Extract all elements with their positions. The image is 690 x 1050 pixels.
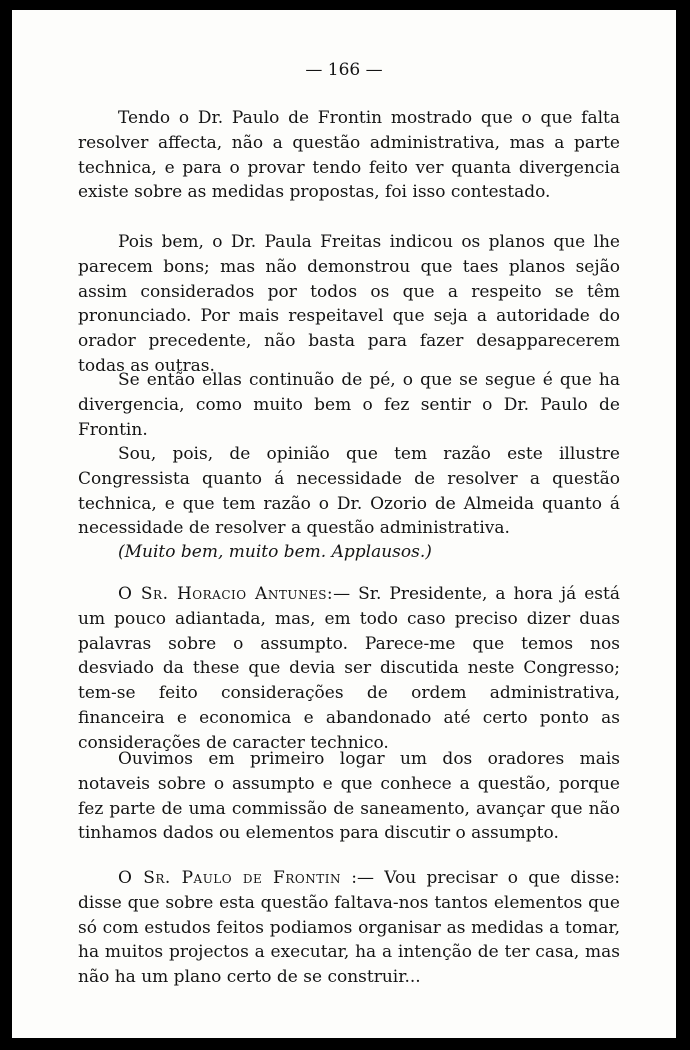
paragraph-7: Ouvimos em primeiro logar um dos oradores mais notaveis sobre o assumpto e que conhece a questão, porque fez parte de uma commissão de saneamento, avançar que não tinhamos dados ou elementos para discutir o assumpto.	[78, 749, 620, 844]
speech-text: :— Vou precisar o que disse: disse que sobre esta questão faltava-nos tantos elementos que só com estudos feitos podiamos organisar as medidas a tomar, ha muitos projectos a executar, ha a intenção de ter casa, mas não ha um plano certo de se construir...	[78, 868, 620, 988]
paragraph-2: Pois bem, o Dr. Paula Freitas indicou os planos que lhe parecem bons; mas não demonstrou que taes planos sejão assim considerados por todos os que a respeito se têm pronunciado. Por mais respeitavel que seja a autoridade do orador precedente, não basta para fazer desapparecerem todas as outras.	[78, 232, 620, 376]
paragraph-1: Tendo o Dr. Paulo de Frontin mostrado que o que falta resolver affecta, não a questão administrativa, mas a parte technica, e para o provar tendo feito ver quanta divergencia existe sobre as medidas propostas, foi isso contestado.	[78, 108, 620, 203]
speaker-name: O Sr. Horacio Antunes:	[118, 584, 334, 604]
document-page	[12, 10, 676, 1038]
speaker-name: O Sr. Paulo de Frontin	[118, 868, 341, 888]
paragraph-8	[78, 866, 620, 990]
paragraph-3: Se então ellas continuão de pé, o que se segue é que ha divergencia, como muito bem o fez sentir o Dr. Paulo de Frontin.	[78, 370, 620, 440]
page-number: — 166 —	[305, 60, 383, 80]
paragraph-6	[78, 582, 620, 756]
paragraph-4: Sou, pois, de opinião que tem razão este illustre Congressista quanto á necessidade de resolver a questão technica, e que tem razão o Dr. Ozorio de Almeida quanto á necessidade de resolver a questão administrativa.	[78, 444, 620, 539]
speech-text: — Sr. Presidente, a hora já está um pouco adiantada, mas, em todo caso preciso dizer duas palavras sobre o assumpto. Parece-me que temos nos desviado da these que devia ser discutida neste Congresso; tem-se feito considerações de ordem administrativa, financeira e economica e abandonado até certo ponto as considerações de caracter technico.	[78, 584, 620, 753]
applause-note: (Muito bem, muito bem. Applausos.)	[118, 542, 432, 562]
